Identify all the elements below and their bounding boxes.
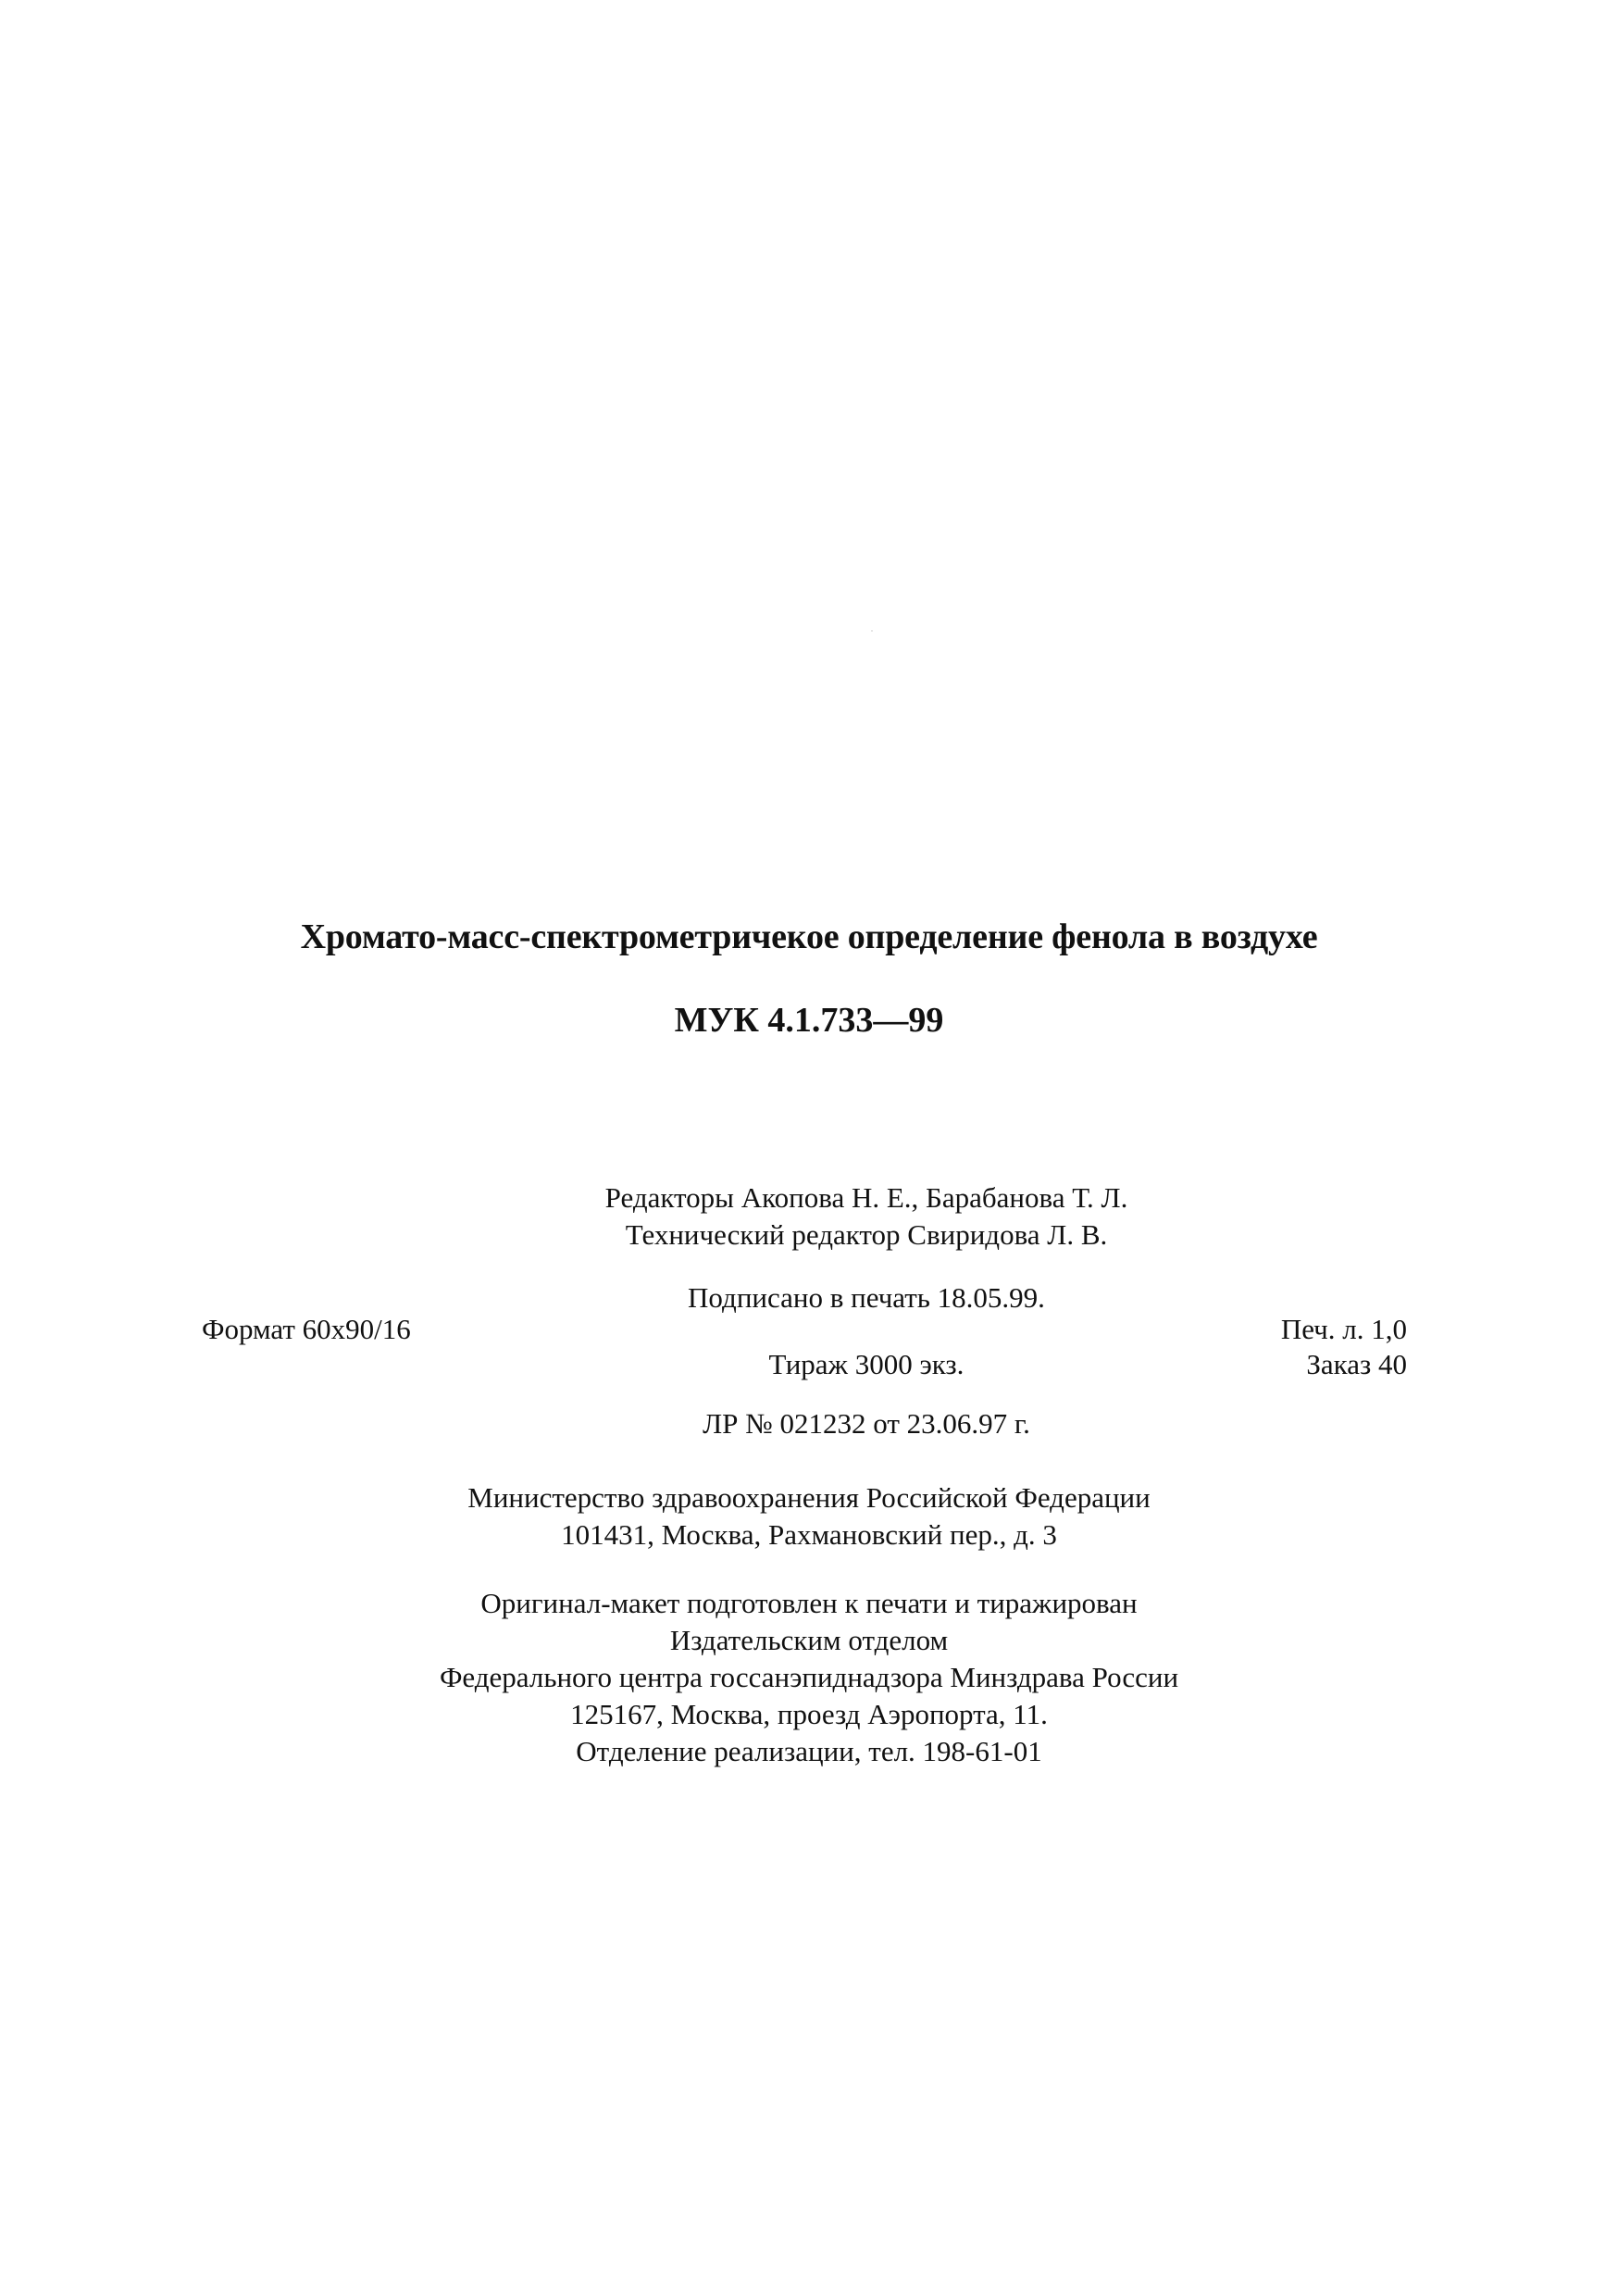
scan-speck <box>871 630 873 631</box>
editors-line: Редакторы Акопова Н. Е., Барабанова Т. Л. <box>604 1181 1128 1214</box>
production-line-3: Федерального центра госсанэпиднадзора Минздрава России <box>439 1661 1179 1693</box>
circulation: Тираж 3000 экз. <box>768 1348 965 1380</box>
production-line-2: Издательским отделом <box>669 1624 949 1656</box>
publisher-name: Министерство здравоохранения Российской Федерации <box>467 1481 1151 1514</box>
print-format: Формат 60x90/16 <box>202 1313 411 1345</box>
order-number: Заказ 40 <box>1306 1348 1407 1380</box>
publisher-address: 101431, Москва, Рахмановский пер., д. 3 <box>561 1518 1057 1551</box>
document-code: МУК 4.1.733—99 <box>674 1001 944 1040</box>
license-number: ЛР № 021232 от 23.06.97 г. <box>703 1407 1030 1440</box>
printed-sheets: Печ. л. 1,0 <box>1280 1313 1407 1345</box>
document-title: Хромато-масс-спектрометричекое определение фенола в воздухе <box>300 917 1318 956</box>
tech-editor-line: Технический редактор Свиридова Л. В. <box>625 1218 1108 1251</box>
sales-phone: Отделение реализации, тел. 198-61-01 <box>576 1735 1042 1767</box>
production-line-1: Оригинал-макет подготовлен к печати и тиражирован <box>480 1587 1138 1619</box>
signed-date: Подписано в печать 18.05.99. <box>688 1281 1045 1314</box>
production-address: 125167, Москва, проезд Аэропорта, 11. <box>570 1698 1048 1730</box>
